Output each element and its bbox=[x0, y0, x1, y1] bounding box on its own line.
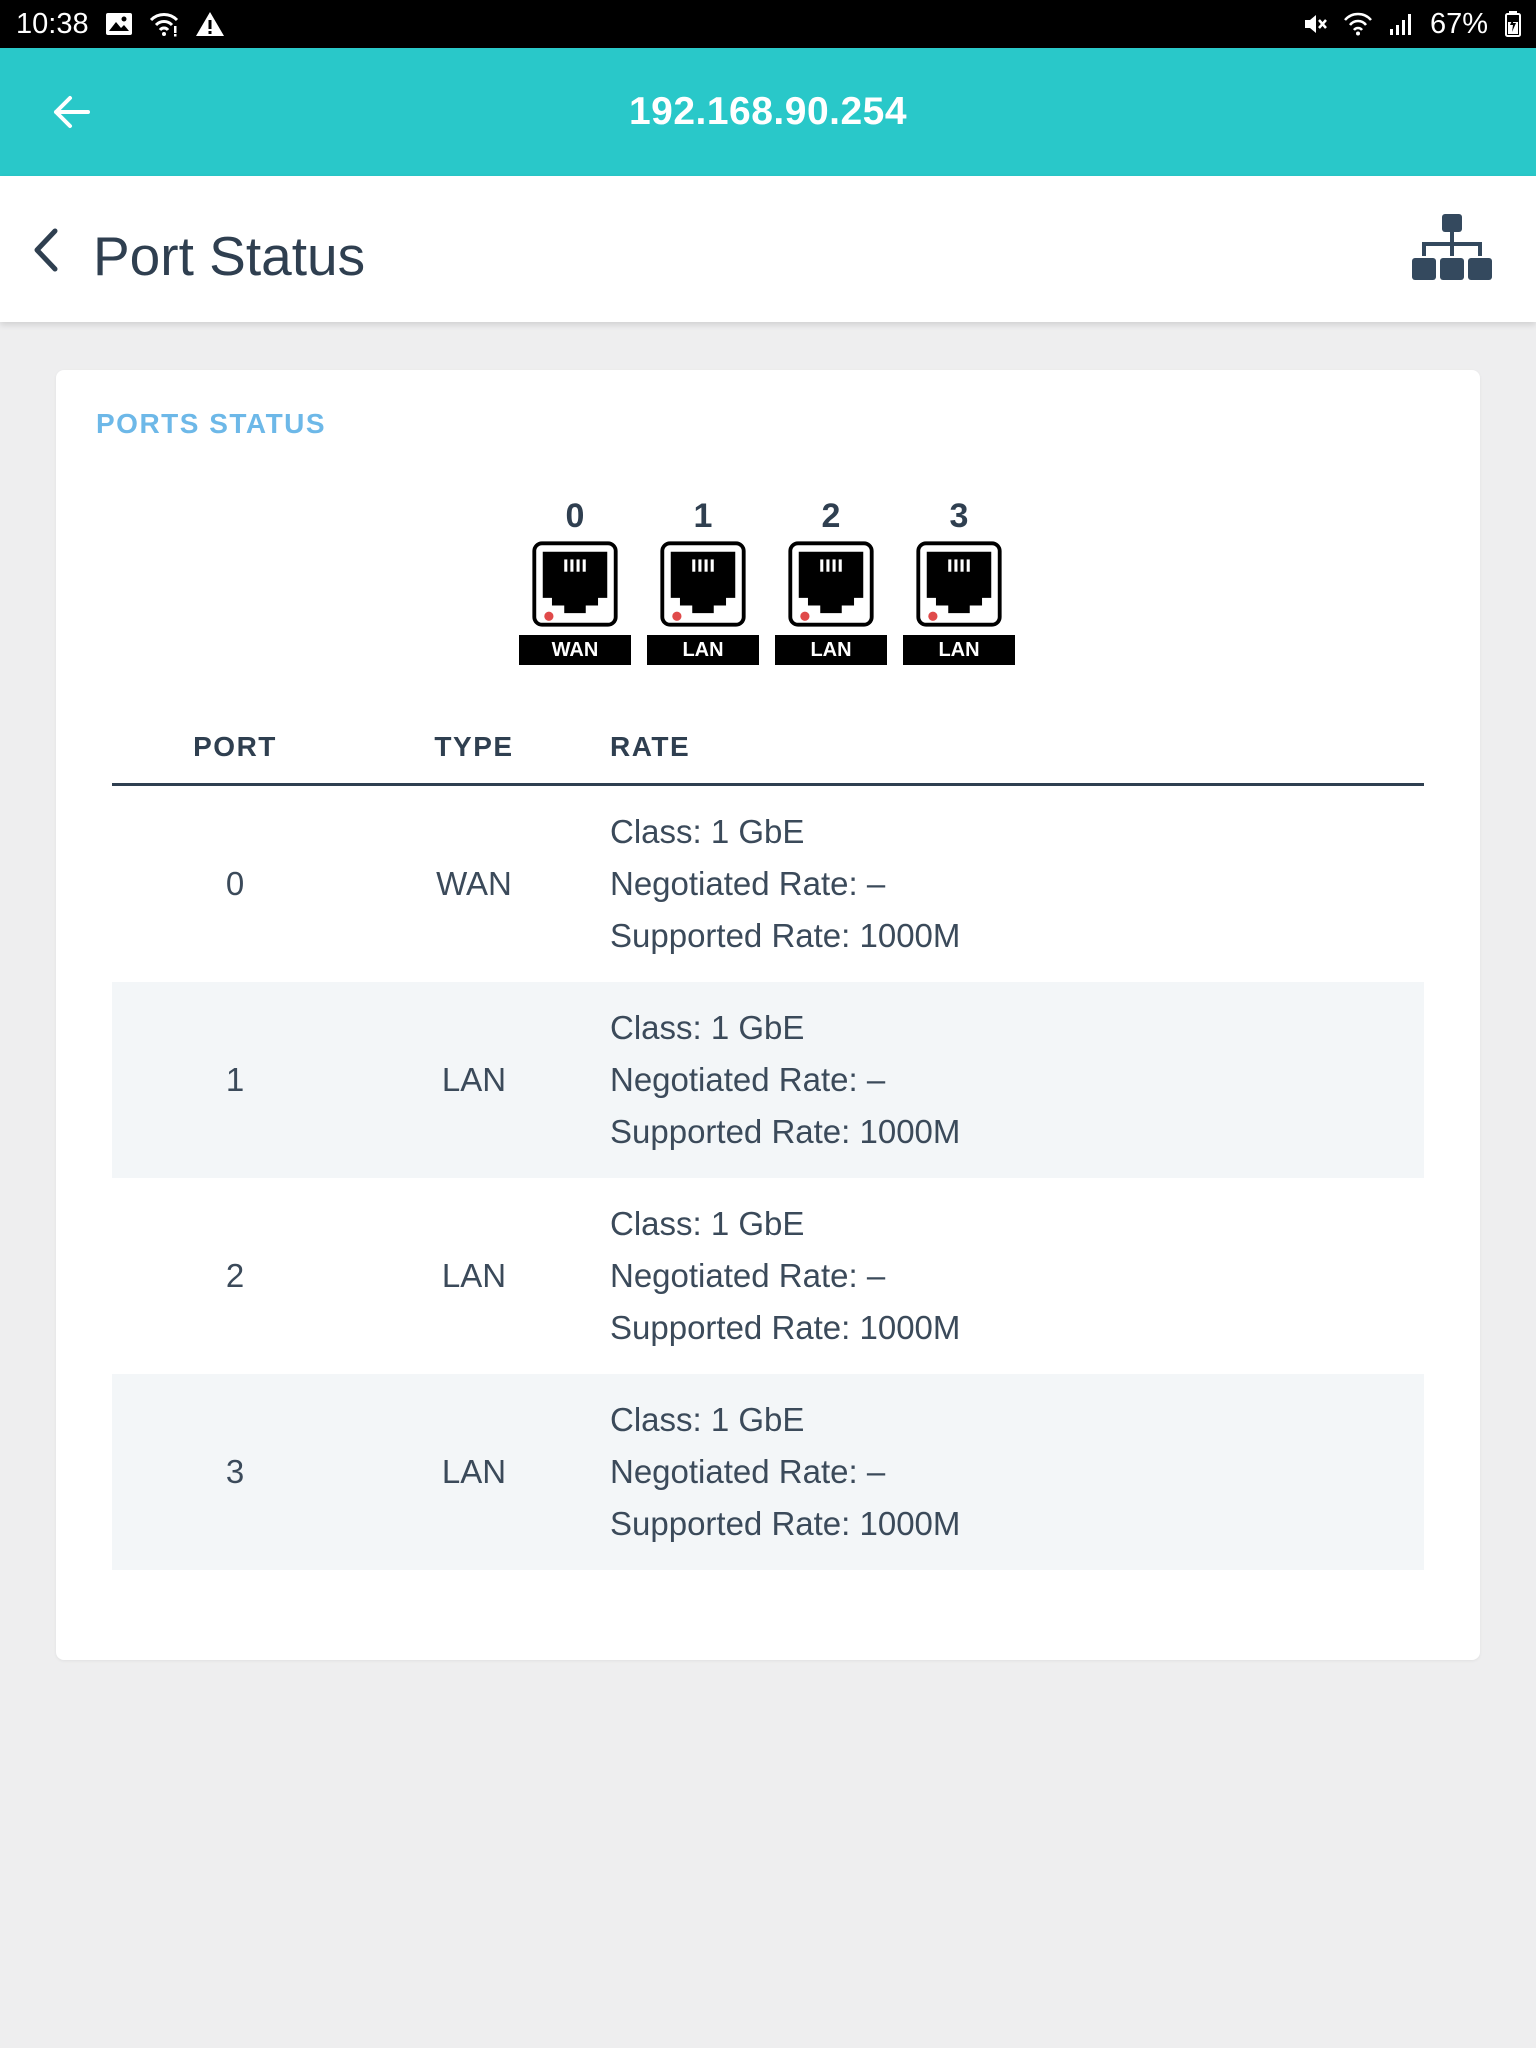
rate-supported: Supported Rate: 1000M bbox=[610, 1309, 961, 1346]
column-header-type: TYPE bbox=[434, 730, 514, 762]
battery-percent: 67% bbox=[1429, 7, 1488, 40]
cell-type: LAN bbox=[441, 1061, 507, 1098]
status-bar bbox=[0, 0, 1536, 48]
port-type-label: LAN bbox=[903, 635, 1015, 665]
column-header-port: PORT bbox=[193, 730, 277, 762]
rate-negotiated: Negotiated Rate: – bbox=[610, 1061, 886, 1098]
port-graphic bbox=[647, 495, 759, 665]
port-graphic bbox=[775, 495, 887, 665]
ethernet-port-icon bbox=[775, 541, 887, 627]
cell-port: 3 bbox=[225, 1453, 245, 1490]
port-type-label: LAN bbox=[775, 635, 887, 665]
ethernet-port-icon bbox=[647, 541, 759, 627]
table-row bbox=[112, 786, 1424, 982]
back-arrow-button[interactable] bbox=[48, 88, 96, 136]
page-header bbox=[0, 176, 1536, 322]
top-app-bar bbox=[0, 48, 1536, 176]
port-number: 2 bbox=[821, 497, 841, 535]
rate-supported: Supported Rate: 1000M bbox=[610, 1113, 961, 1150]
rate-negotiated: Negotiated Rate: – bbox=[610, 1453, 886, 1490]
chevron-left-icon bbox=[31, 227, 61, 273]
rate-negotiated: Negotiated Rate: – bbox=[610, 865, 886, 902]
wifi-icon bbox=[149, 9, 179, 39]
ports-diagram bbox=[519, 495, 1015, 665]
cell-type: LAN bbox=[441, 1453, 507, 1490]
cell-type: LAN bbox=[441, 1257, 507, 1294]
cell-rate bbox=[590, 1002, 1424, 1158]
ports-status-card bbox=[56, 370, 1480, 1660]
port-number: 3 bbox=[949, 497, 969, 535]
rate-negotiated: Negotiated Rate: – bbox=[610, 1257, 886, 1294]
device-ip-title: 192.168.90.254 bbox=[628, 90, 908, 133]
port-number: 1 bbox=[693, 497, 713, 535]
rate-supported: Supported Rate: 1000M bbox=[610, 1505, 961, 1542]
table-row bbox=[112, 1178, 1424, 1374]
warning-icon bbox=[195, 9, 225, 39]
rate-class: Class: 1 GbE bbox=[610, 813, 805, 850]
network-topology-button[interactable] bbox=[1412, 214, 1492, 286]
signal-icon bbox=[1388, 9, 1414, 39]
cell-rate bbox=[590, 806, 1424, 962]
column-header-rate: RATE bbox=[610, 730, 691, 762]
network-topology-icon bbox=[1412, 214, 1492, 286]
port-type-label: LAN bbox=[647, 635, 759, 665]
port-type-label: WAN bbox=[519, 635, 631, 665]
cell-type: WAN bbox=[436, 865, 512, 902]
rate-class: Class: 1 GbE bbox=[610, 1401, 805, 1438]
card-title: PORTS STATUS bbox=[96, 408, 327, 439]
image-icon bbox=[105, 9, 133, 39]
cell-port: 1 bbox=[225, 1061, 245, 1098]
rate-class: Class: 1 GbE bbox=[610, 1205, 805, 1242]
port-number: 0 bbox=[565, 497, 585, 535]
cell-rate bbox=[590, 1198, 1424, 1354]
rate-class: Class: 1 GbE bbox=[610, 1009, 805, 1046]
wifi-icon bbox=[1344, 9, 1372, 39]
battery-icon bbox=[1504, 9, 1522, 39]
table-row bbox=[112, 982, 1424, 1178]
cell-port: 2 bbox=[225, 1257, 245, 1294]
arrow-left-icon bbox=[52, 94, 92, 130]
back-chevron-button[interactable] bbox=[28, 226, 64, 274]
ethernet-port-icon bbox=[519, 541, 631, 627]
port-graphic bbox=[519, 495, 631, 665]
port-graphic bbox=[903, 495, 1015, 665]
rate-supported: Supported Rate: 1000M bbox=[610, 917, 961, 954]
cell-rate bbox=[590, 1394, 1424, 1550]
status-time: 10:38 bbox=[16, 7, 89, 40]
ports-table bbox=[112, 710, 1424, 1570]
table-row bbox=[112, 1374, 1424, 1570]
mute-icon bbox=[1302, 9, 1328, 39]
ethernet-port-icon bbox=[903, 541, 1015, 627]
page-title: Port Status bbox=[93, 225, 366, 287]
table-header bbox=[112, 710, 1424, 786]
cell-port: 0 bbox=[225, 865, 245, 902]
